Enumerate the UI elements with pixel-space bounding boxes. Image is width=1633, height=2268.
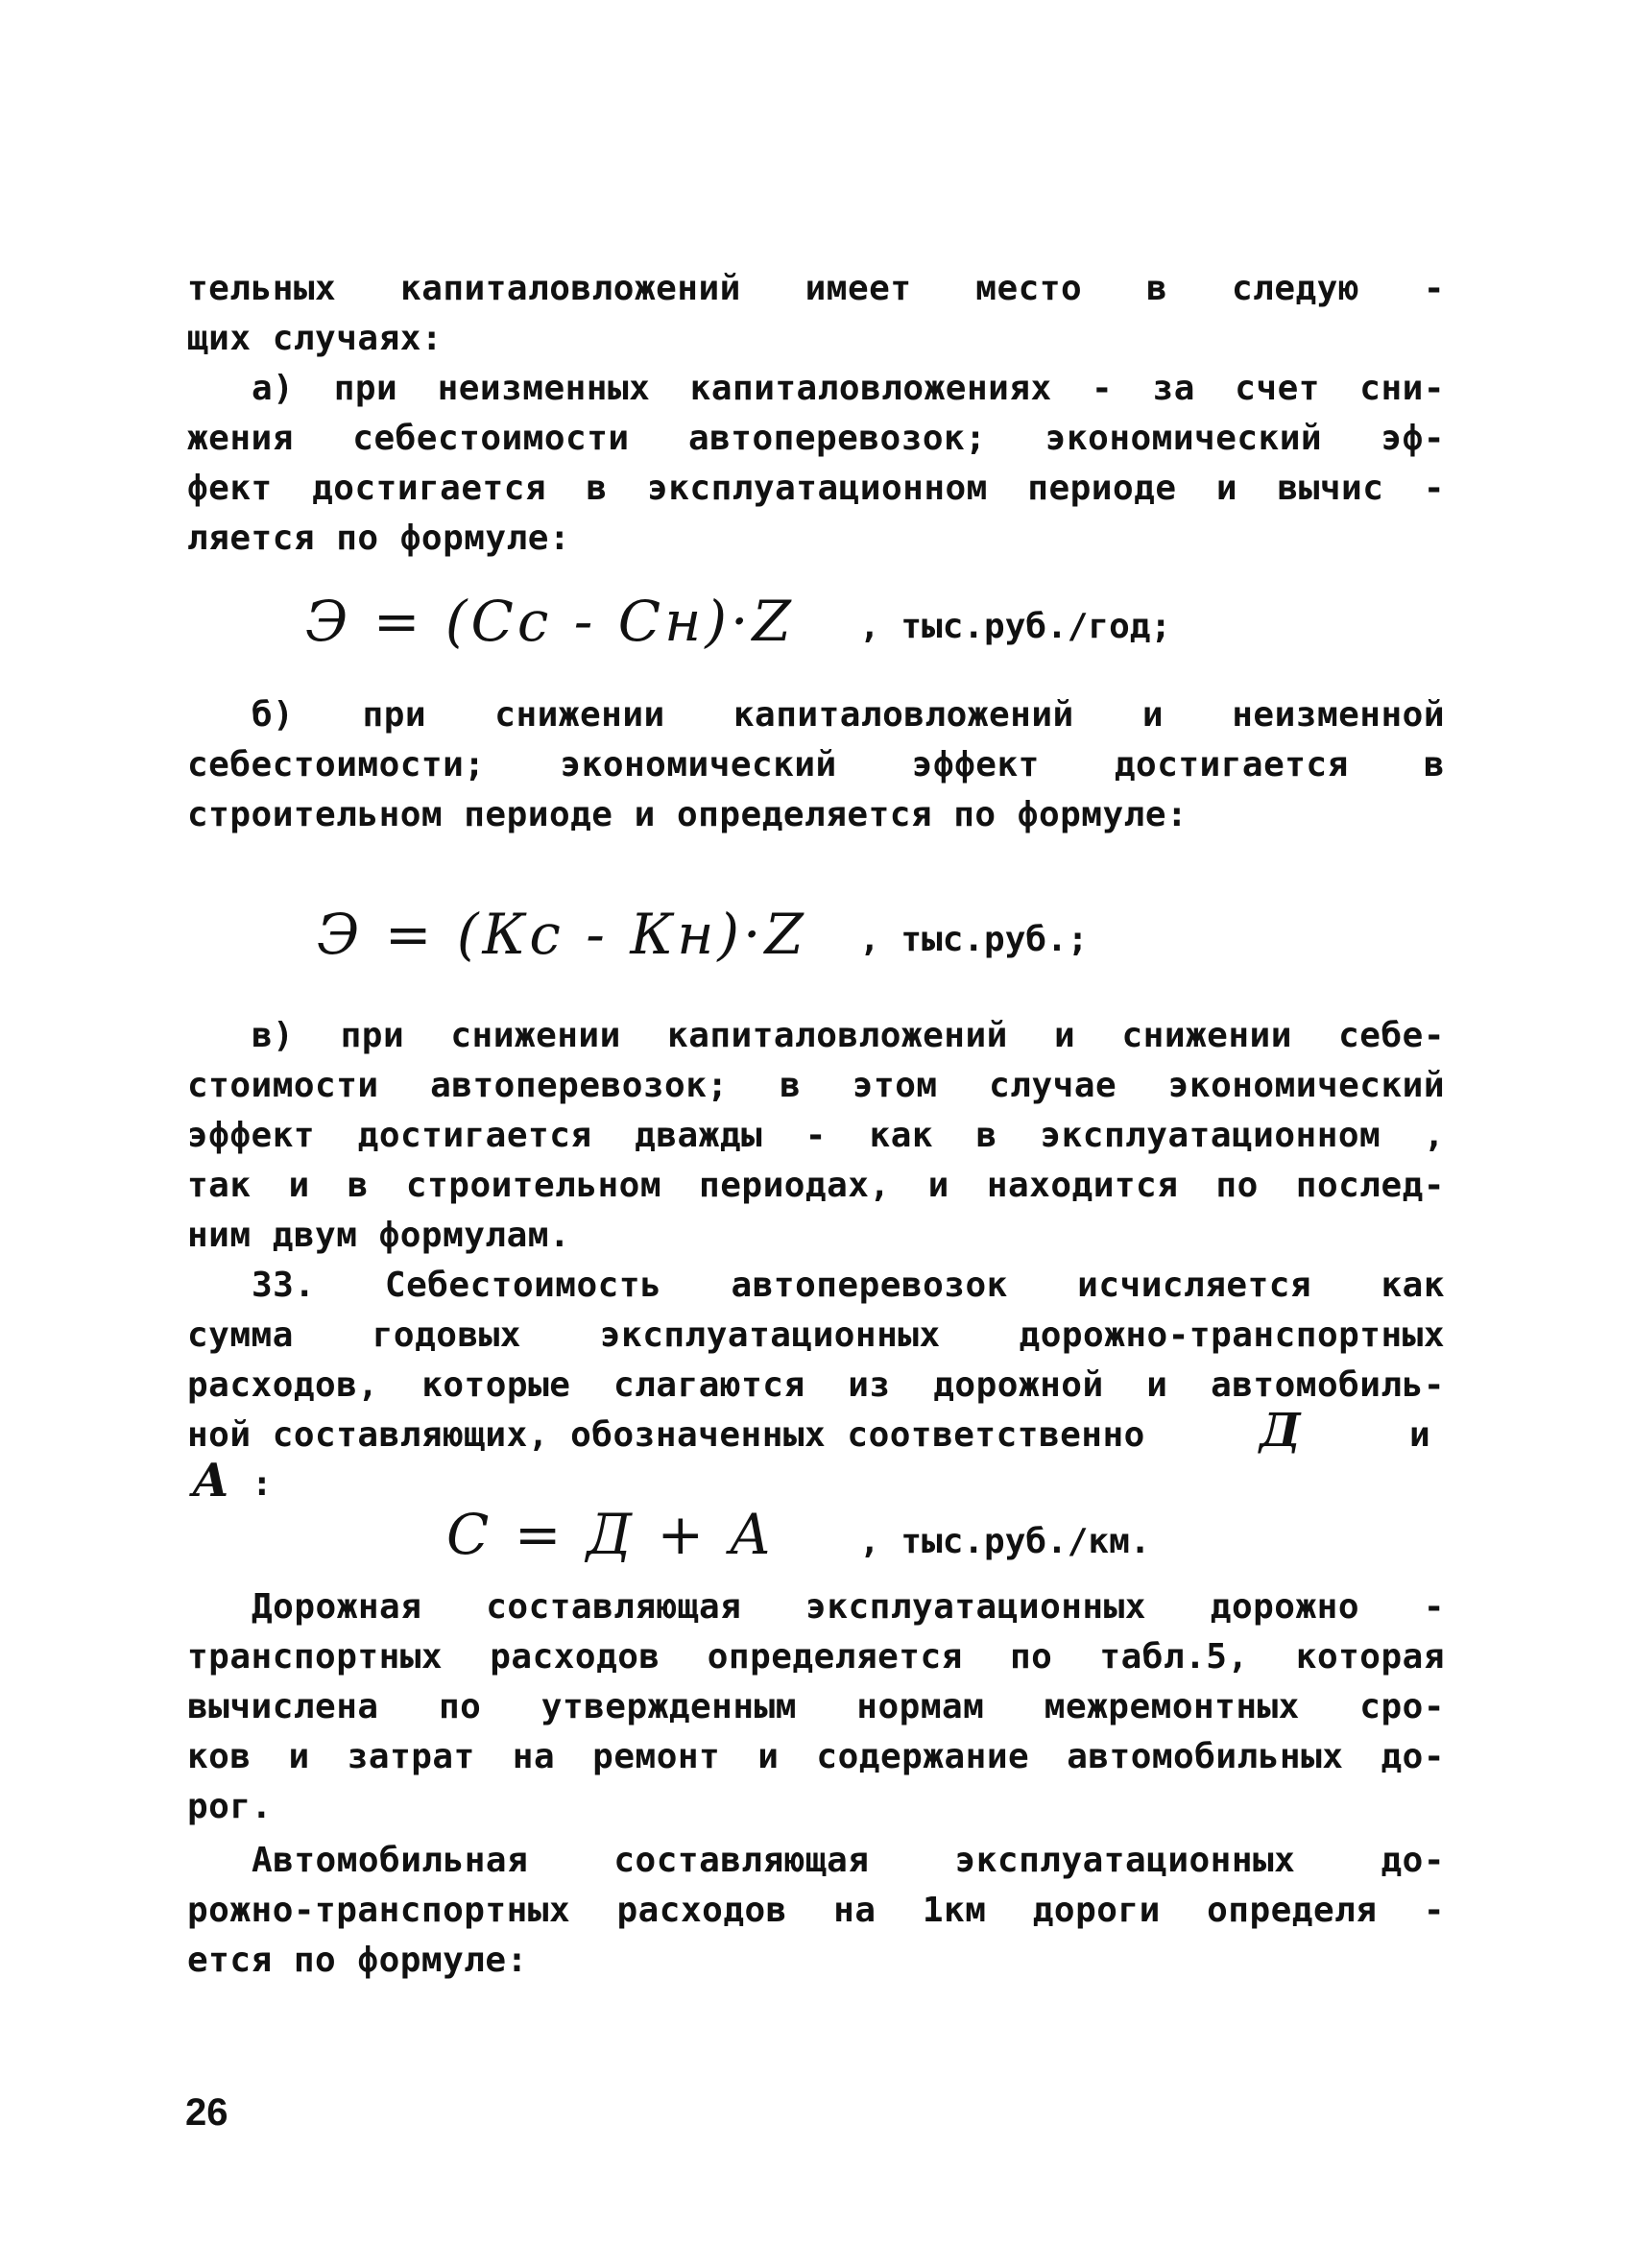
text-line: рожно-транспортных расходов на 1км дороги определя -: [187, 1891, 1445, 1930]
symbol-auto-component: А: [192, 1454, 230, 1508]
formula-unit: , тыс.руб./км.: [859, 1522, 1151, 1561]
text-line: ляется по формуле:: [187, 519, 571, 558]
text-line: расходов, которые слагаются из дорожной и автомобиль-: [187, 1365, 1445, 1405]
text-line: фект достигается в эксплуатационном периоде и вычис -: [187, 469, 1445, 508]
text-line: щих случаях:: [187, 319, 444, 358]
page-number: 26: [185, 2091, 228, 2134]
text-line: ним двум формулам.: [187, 1216, 571, 1255]
text-line: ков и затрат на ремонт и содержание автомобильных до-: [187, 1737, 1445, 1776]
text-line: б) при снижении капиталовложений и неизменной: [252, 695, 1445, 735]
text-line: транспортных расходов определяется по табл.5, которая: [187, 1637, 1445, 1677]
text-line: строительном периоде и определяется по формуле:: [187, 795, 1189, 834]
text-line: в) при снижении капиталовложений и снижении себе-: [252, 1016, 1445, 1055]
text-line: Дорожная составляющая эксплуатационных дорожно -: [252, 1587, 1445, 1627]
text-line: Автомобильная составляющая эксплуатационных до-: [252, 1841, 1445, 1880]
text-line: стоимости автоперевозок; в этом случае экономический: [187, 1066, 1445, 1105]
symbol-road-component: Д: [1260, 1404, 1301, 1458]
formula-cost: С = Д + А: [446, 1502, 776, 1567]
text-line: 33. Себестоимость автоперевозок исчисляется как: [252, 1266, 1445, 1305]
text-line: эффект достигается дважды - как в эксплуатационном ,: [187, 1116, 1445, 1155]
text-line: сумма годовых эксплуатационных дорожно-транспортных: [187, 1315, 1445, 1355]
formula-unit: , тыс.руб.;: [859, 920, 1089, 959]
formula-savings-operating: Э = (Сс - Сн)·Z: [305, 589, 795, 654]
text-line: тельных капиталовложений имеет место в следую -: [187, 269, 1445, 308]
text-line: вычислена по утвержденным нормам межремонтных сро-: [187, 1687, 1445, 1726]
text-line: а) при неизменных капиталовложениях - за счет сни-: [252, 369, 1445, 408]
colon: :: [252, 1464, 273, 1504]
text-line: рог.: [187, 1787, 273, 1826]
conjunction: и: [1409, 1415, 1430, 1455]
text-line: ной составляющих, обозначенных соответственно: [187, 1415, 1145, 1455]
text-line: ется по формуле:: [187, 1941, 528, 1980]
text-line: себестоимости; экономический эффект достигается в: [187, 745, 1445, 784]
text-line: так и в строительном периодах, и находится по послед-: [187, 1166, 1445, 1205]
formula-savings-construction: Э = (Кс - Кн)·Z: [317, 902, 807, 967]
text-line: жения себестоимости автоперевозок; экономический эф-: [187, 419, 1445, 458]
formula-unit: , тыс.руб./год;: [859, 607, 1172, 646]
